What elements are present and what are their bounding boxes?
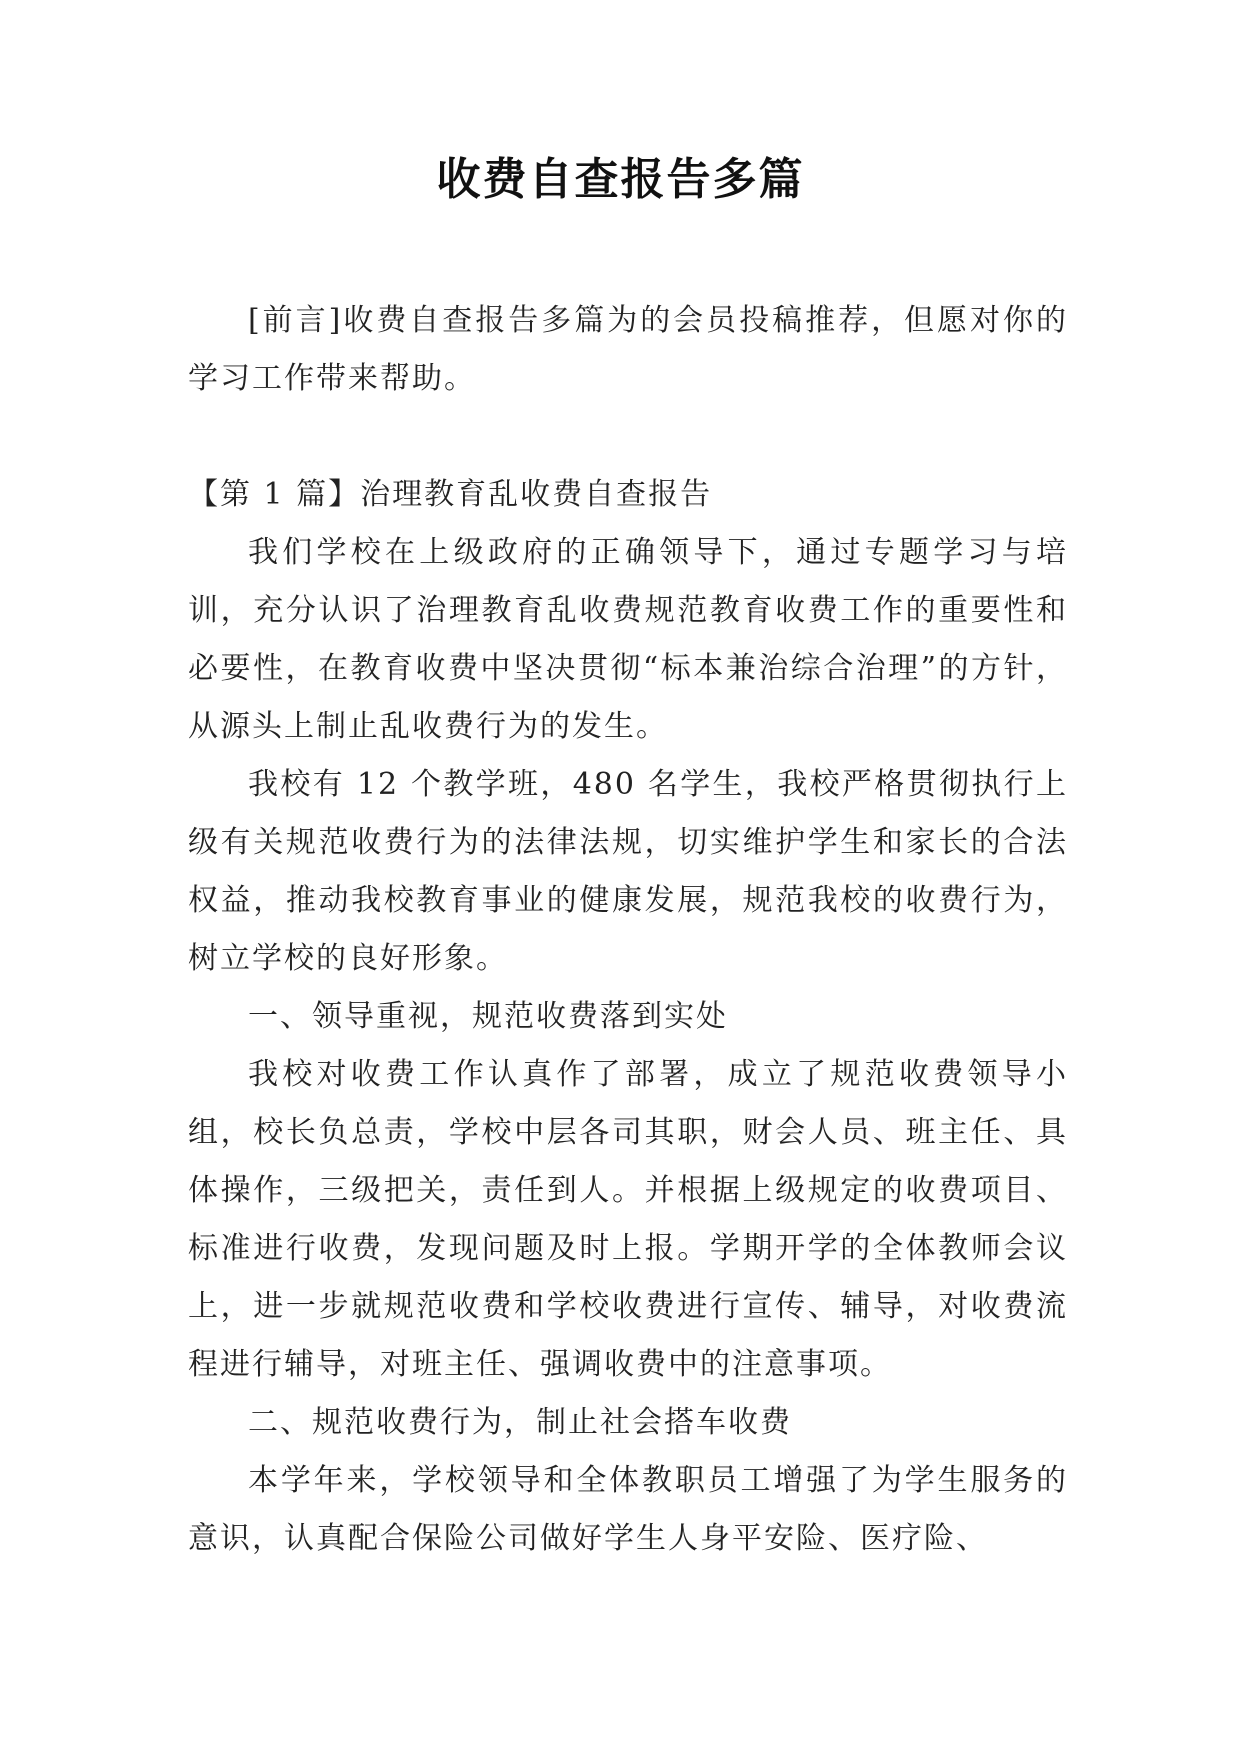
body-paragraph-1: 我们学校在上级政府的正确领导下，通过专题学习与培训，充分认识了治理教育乱收费规范教育收费工作的重要性和必要性，在教育收费中坚决贯彻“标本兼治综合治理”的方针，从源头上制止乱收费行为的发生。: [188, 535, 1068, 744]
document-body: [188, 292, 1068, 1568]
body-paragraph-3: 我校对收费工作认真作了部署，成立了规范收费领导小组，校长负总责，学校中层各司其职，财会人员、班主任、具体操作，三级把关，责任到人。并根据上级规定的收费项目、标准进行收费，发现问题及时上报。学期开学的全体教师会议上，进一步就规范收费和学校收费进行宣传、辅导，对收费流程进行辅导，对班主任、强调收费中的注意事项。: [188, 1057, 1068, 1382]
body-paragraph-2: 我校有 12 个教学班，480 名学生，我校严格贯彻执行上级有关规范收费行为的法律法规，切实维护学生和家长的合法权益，推动我校教育事业的健康发展，规范我校的收费行为，树立学校的良好形象。: [188, 767, 1068, 976]
section-heading: 【第 1 篇】治理教育乱收费自查报告: [188, 477, 713, 512]
document-title: 收费自查报告多篇: [436, 154, 805, 205]
preface-paragraph: [前言]收费自查报告多篇为的会员投稿推荐，但愿对你的学习工作带来帮助。: [188, 303, 1068, 396]
body-paragraph-4: 本学年来，学校领导和全体教职员工增强了为学生服务的意识，认真配合保险公司做好学生人身平安险、医疗险、: [188, 1463, 1068, 1556]
subheading-1: 一、领导重视，规范收费落到实处: [248, 999, 728, 1034]
subheading-2: 二、规范收费行为，制止社会搭车收费: [248, 1405, 792, 1440]
